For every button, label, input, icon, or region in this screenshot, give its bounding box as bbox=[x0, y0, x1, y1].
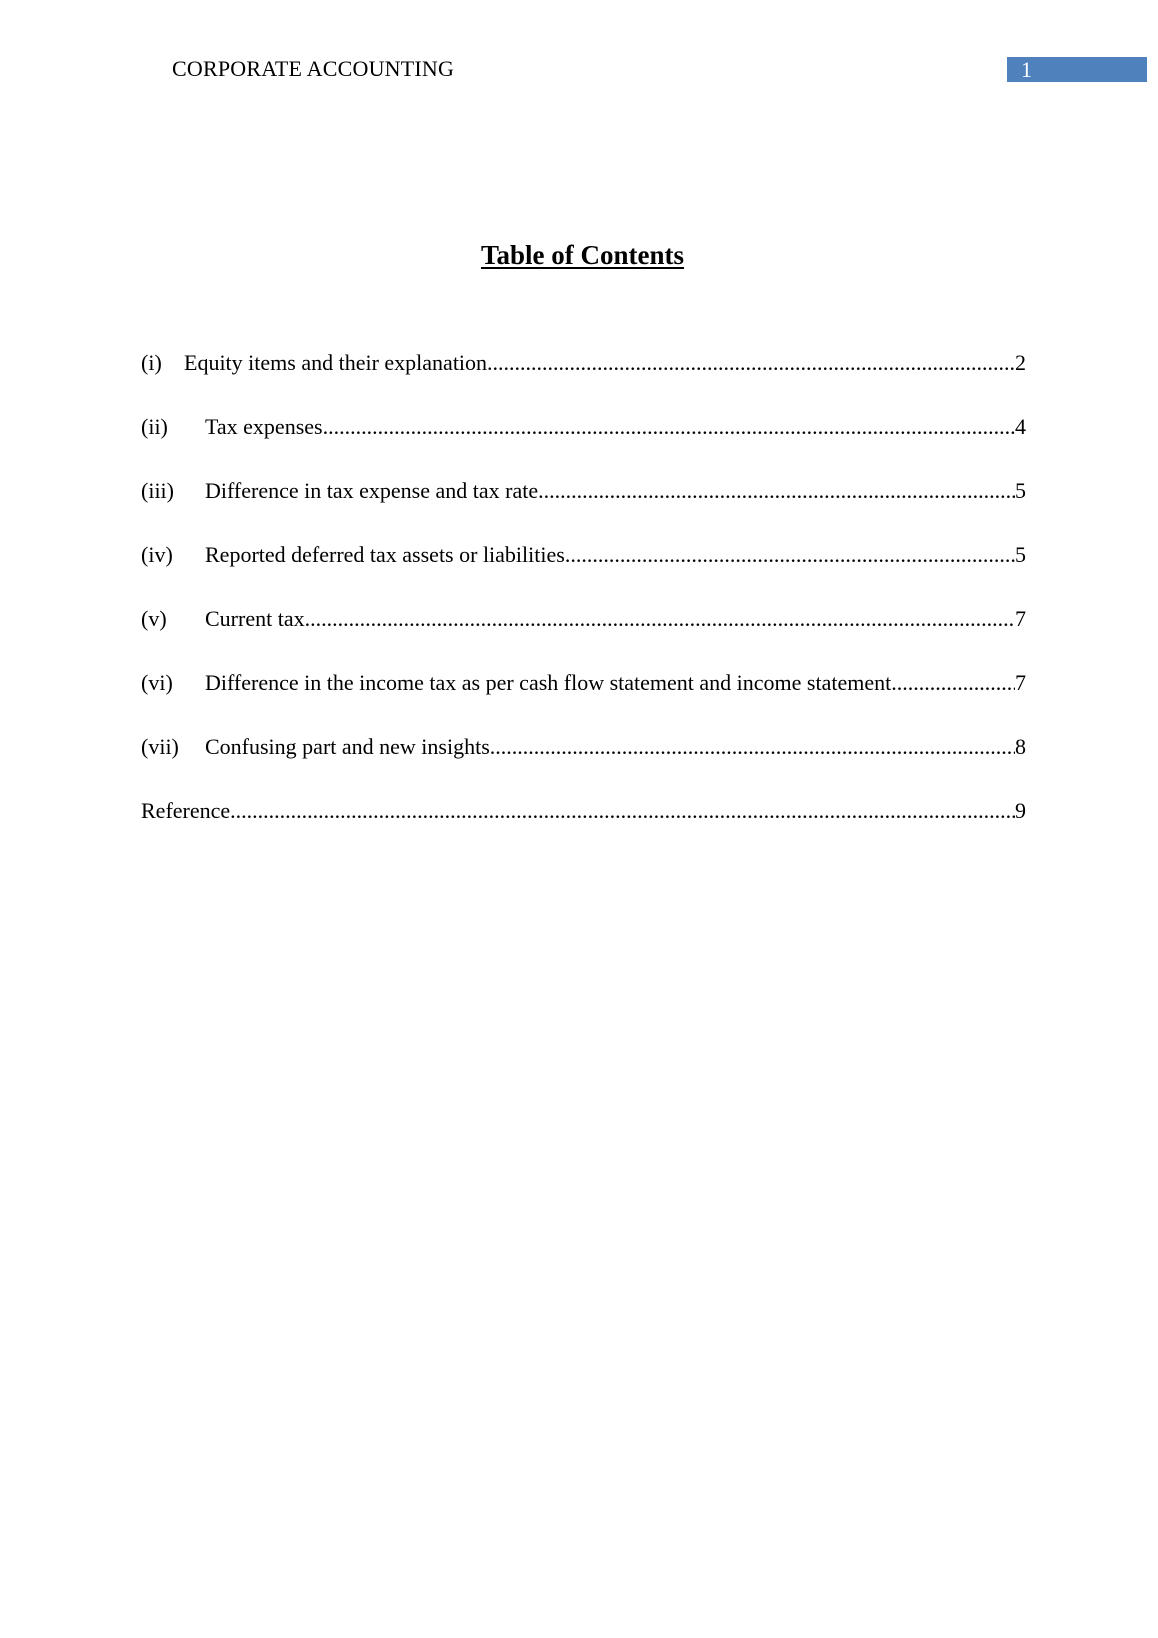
toc-entry-number: (v) bbox=[141, 606, 167, 631]
table-of-contents bbox=[141, 349, 1026, 861]
toc-entry-page: 5 bbox=[1015, 542, 1026, 567]
toc-entry-page: 5 bbox=[1015, 478, 1026, 503]
toc-entry-number: (vii) bbox=[141, 734, 179, 759]
toc-entry-page: 7 bbox=[1015, 670, 1026, 695]
toc-entry-text: Difference in the income tax as per cash flow statement and income statement bbox=[205, 670, 892, 695]
toc-entry-text: Tax expenses bbox=[205, 414, 323, 439]
toc-dot-leader bbox=[230, 797, 1015, 825]
toc-entry-confusing-part[interactable] bbox=[141, 733, 1026, 797]
toc-entry-number: (i) bbox=[141, 350, 162, 375]
toc-entry-tax-expenses[interactable] bbox=[141, 413, 1026, 477]
toc-dot-leader bbox=[305, 605, 1015, 633]
toc-dot-leader bbox=[891, 669, 1015, 697]
page-number: 1 bbox=[1021, 57, 1032, 82]
toc-dot-leader bbox=[490, 733, 1015, 761]
toc-entry-text: Confusing part and new insights bbox=[205, 734, 490, 759]
toc-dot-leader bbox=[538, 477, 1015, 505]
toc-entry-current-tax[interactable] bbox=[141, 605, 1026, 669]
toc-heading: Table of Contents bbox=[480, 240, 685, 270]
toc-entry-text: Equity items and their explanation bbox=[184, 350, 488, 375]
toc-entry-income-tax-difference[interactable] bbox=[141, 669, 1026, 733]
toc-entry-page: 9 bbox=[1015, 798, 1026, 823]
toc-entry-number: (vi) bbox=[141, 670, 173, 695]
toc-dot-leader bbox=[565, 541, 1015, 569]
toc-entry-number: (iii) bbox=[141, 478, 174, 503]
toc-entry-page: 8 bbox=[1015, 734, 1026, 759]
toc-entry-tax-rate-difference[interactable] bbox=[141, 477, 1026, 541]
toc-dot-leader bbox=[323, 413, 1015, 441]
toc-entry-deferred-tax[interactable] bbox=[141, 541, 1026, 605]
toc-dot-leader bbox=[487, 349, 1015, 377]
toc-entry-equity-items[interactable] bbox=[141, 349, 1026, 413]
page-number-badge bbox=[1007, 57, 1147, 82]
toc-entry-page: 7 bbox=[1015, 606, 1026, 631]
toc-entry-number: (ii) bbox=[141, 414, 168, 439]
toc-entry-text: Current tax bbox=[205, 606, 305, 631]
toc-entry-reference[interactable] bbox=[141, 797, 1026, 861]
toc-entry-text: Difference in tax expense and tax rate bbox=[205, 478, 539, 503]
toc-entry-number: (iv) bbox=[141, 542, 173, 567]
toc-entry-page: 2 bbox=[1015, 350, 1026, 375]
toc-entry-text: Reference bbox=[141, 798, 231, 823]
running-header-title: CORPORATE ACCOUNTING bbox=[172, 56, 455, 81]
toc-entry-page: 4 bbox=[1015, 414, 1026, 439]
toc-entry-text: Reported deferred tax assets or liabilities bbox=[205, 542, 565, 567]
